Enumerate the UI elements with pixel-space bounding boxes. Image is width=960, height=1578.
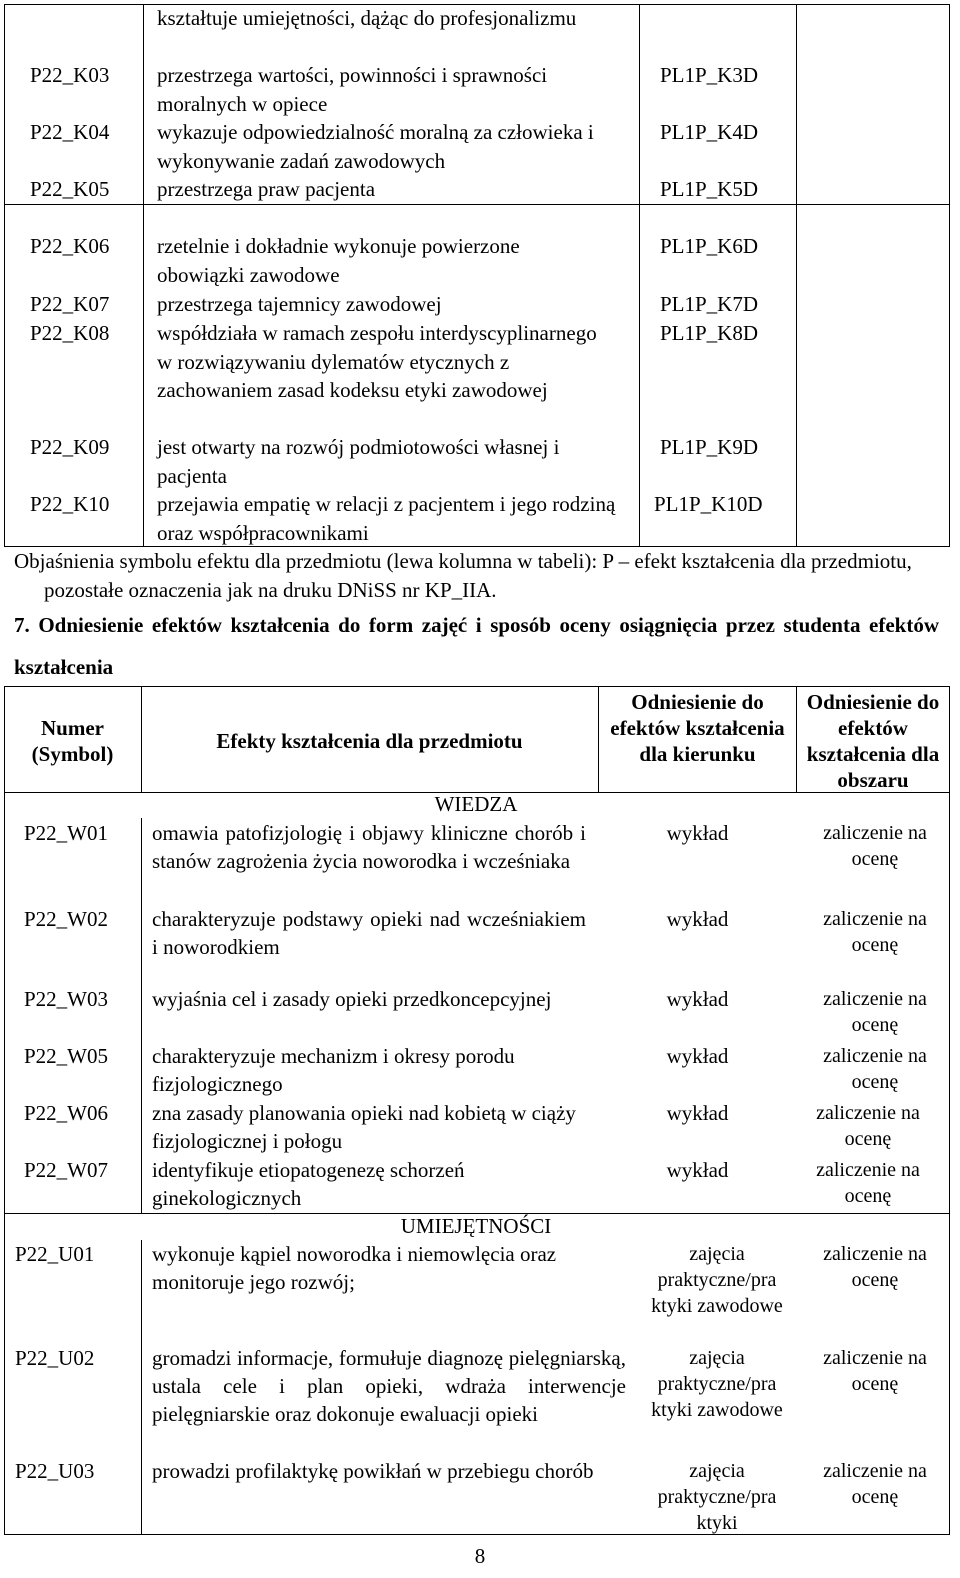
table1-row-divider xyxy=(4,204,950,205)
row-w07-effect: identyfikuje etiopatogenezę schorzeń ginekologicznych xyxy=(152,1158,465,1210)
table1-col-divider-2 xyxy=(639,4,640,547)
row-w02-form: wykład xyxy=(666,907,729,931)
table1-ref-7: PL1P_K9D xyxy=(660,435,759,459)
row-w05-symbol: P22_W05 xyxy=(24,1044,108,1068)
symbol-explanation: Objaśnienia symbolu efektu dla przedmiotu (lewa kolumna w tabeli): P – efekt kształcenia dla przedmiotu, pozostałe oznaczenia jak na druku DNiSS nr KP_IIA. xyxy=(14,549,912,602)
row-u02-form: zajęcia praktyczne/pra ktyki zawodowe xyxy=(651,1347,783,1421)
row-u03-effect: prowadzi profilaktykę powikłań w przebiegu chorób xyxy=(152,1459,594,1483)
row-w06-symbol: P22_W06 xyxy=(24,1101,108,1125)
table1-effect-6: współdziała w ramach zespołu interdyscyplinarnego w rozwiązywaniu dylematów etycznych z zachowaniem zasad kodeksu etyki zawodowej xyxy=(157,321,597,403)
table1-symbol-7: P22_K09 xyxy=(30,435,110,459)
row-w05-effect: charakteryzuje mechanizm i okresy porodu fizjologicznego xyxy=(152,1044,515,1096)
table2-col-divider-2-header xyxy=(598,686,599,792)
row-w06-effect: zna zasady planowania opieki nad kobietą w ciąży fizjologicznej i połogu xyxy=(152,1101,576,1153)
table1-effect-8: przejawia empatię w relacji z pacjentem i jego rodziną oraz współpracownikami xyxy=(157,492,616,545)
row-u01-form: zajęcia praktyczne/pra ktyki zawodowe xyxy=(651,1243,783,1317)
row-w05-assessment: zaliczenie na ocenę xyxy=(823,1045,927,1093)
header-form: Odniesienie do efektów kształcenia dla kierunku xyxy=(610,690,785,766)
row-w07-assessment: zaliczenie na ocenę xyxy=(816,1159,920,1207)
row-w02-effect: charakteryzuje podstawy opieki nad wcześniakiem i noworodkiem xyxy=(152,907,586,959)
row-w06-form: wykład xyxy=(666,1101,729,1125)
section-7-number: 7. xyxy=(14,613,30,637)
row-u02-effect: gromadzi informacje, formułuje diagnozę pielęgniarską, ustala cele i plan opieki, wdraża interwencje pielęgniarskie oraz dokonuje ewaluacji opieki xyxy=(152,1346,626,1426)
table1-effect-3: przestrzega praw pacjenta xyxy=(157,177,376,201)
row-u02-symbol: P22_U02 xyxy=(15,1346,95,1370)
table1-effect-7: jest otwarty na rozwój podmiotowości własnej i pacjenta xyxy=(157,435,560,488)
table1-symbol-5: P22_K07 xyxy=(30,292,110,316)
section-7-heading xyxy=(14,604,939,688)
table1-ref-8: PL1P_K10D xyxy=(654,492,763,516)
table1-left-border xyxy=(4,4,5,547)
section-7-title: Odniesienie efektów kształcenia do form zajęć i sposób oceny osiągnięcia przez studenta efektów kształcenia xyxy=(14,613,940,679)
table1-col-divider-1 xyxy=(143,4,144,547)
table1-effect-4: rzetelnie i dokładnie wykonuje powierzone obowiązki zawodowe xyxy=(157,234,520,287)
section-label-wiedza: WIEDZA xyxy=(434,792,518,816)
table1-effect-1: przestrzega wartości, powinności i sprawności moralnych w opiece xyxy=(157,63,548,116)
table1-ref-1: PL1P_K3D xyxy=(660,63,759,87)
row-w01-effect: omawia patofizjologię i objawy kliniczne chorób i stanów zagrożenia życia noworodka i wcześniaka xyxy=(152,821,586,873)
table1-effect-0: kształtuje umiejętności, dążąc do profesjonalizmu xyxy=(157,6,577,30)
table1-effect-2: wykazuje odpowiedzialność moralną za człowieka i wykonywanie zadań zawodowych xyxy=(157,120,594,173)
table1-symbol-2: P22_K04 xyxy=(30,120,110,144)
table1-ref-6: PL1P_K8D xyxy=(660,321,759,345)
table1-right-border xyxy=(949,4,950,547)
row-u03-form: zajęcia praktyczne/pra ktyki xyxy=(657,1460,777,1534)
row-w03-assessment: zaliczenie na ocenę xyxy=(823,988,927,1036)
row-w03-form: wykład xyxy=(666,987,729,1011)
table1-ref-3: PL1P_K5D xyxy=(660,177,759,201)
table2-bottom-border xyxy=(4,1534,950,1535)
table1-symbol-8: P22_K10 xyxy=(30,492,110,516)
row-w07-form: wykład xyxy=(666,1158,729,1182)
table1-effect-5: przestrzega tajemnicy zawodowej xyxy=(157,292,442,316)
table2-col-divider-1-umiejetnosci xyxy=(141,1240,142,1535)
table1-symbol-6: P22_K08 xyxy=(30,321,110,345)
page-number: 8 xyxy=(474,1544,486,1568)
table1-ref-4: PL1P_K6D xyxy=(660,234,759,258)
row-w02-symbol: P22_W02 xyxy=(24,907,108,931)
table2-left-border xyxy=(4,686,5,1535)
header-symbol: Numer (Symbol) xyxy=(31,716,114,766)
row-u03-symbol: P22_U03 xyxy=(15,1459,95,1483)
table1-ref-5: PL1P_K7D xyxy=(660,292,759,316)
row-w03-effect: wyjaśnia cel i zasady opieki przedkoncepcyjnej xyxy=(152,987,552,1011)
table1-symbol-3: P22_K05 xyxy=(30,177,110,201)
row-w01-form: wykład xyxy=(666,821,729,845)
table2-col-divider-1-wiedza xyxy=(141,818,142,1213)
row-w03-symbol: P22_W03 xyxy=(24,987,108,1011)
row-u01-assessment: zaliczenie na ocenę xyxy=(823,1243,927,1291)
table2-col-divider-3-header xyxy=(796,686,797,792)
table1-symbol-4: P22_K06 xyxy=(30,234,110,258)
row-w06-assessment: zaliczenie na ocenę xyxy=(816,1102,920,1150)
header-effects: Efekty kształcenia dla przedmiotu xyxy=(216,729,523,753)
row-w05-form: wykład xyxy=(666,1044,729,1068)
row-u03-assessment: zaliczenie na ocenę xyxy=(823,1460,927,1508)
header-assessment: Odniesienie do efektów kształcenia dla obszaru xyxy=(806,690,940,792)
row-w07-symbol: P22_W07 xyxy=(24,1158,108,1182)
row-w02-assessment: zaliczenie na ocenę xyxy=(823,908,927,956)
section-label-umiejetnosci: UMIEJĘTNOŚCI xyxy=(400,1214,552,1238)
table1-col-divider-3 xyxy=(796,4,797,547)
table2-right-border xyxy=(949,686,950,1535)
row-u01-effect: wykonuje kąpiel noworodka i niemowlęcia oraz monitoruje jego rozwój; xyxy=(152,1242,557,1294)
row-u02-assessment: zaliczenie na ocenę xyxy=(823,1347,927,1395)
row-w01-assessment: zaliczenie na ocenę xyxy=(823,822,927,870)
table1-symbol-1: P22_K03 xyxy=(30,63,110,87)
table1-ref-2: PL1P_K4D xyxy=(660,120,759,144)
table2-top-border xyxy=(4,686,950,687)
row-w01-symbol: P22_W01 xyxy=(24,821,108,845)
row-u01-symbol: P22_U01 xyxy=(15,1242,95,1266)
